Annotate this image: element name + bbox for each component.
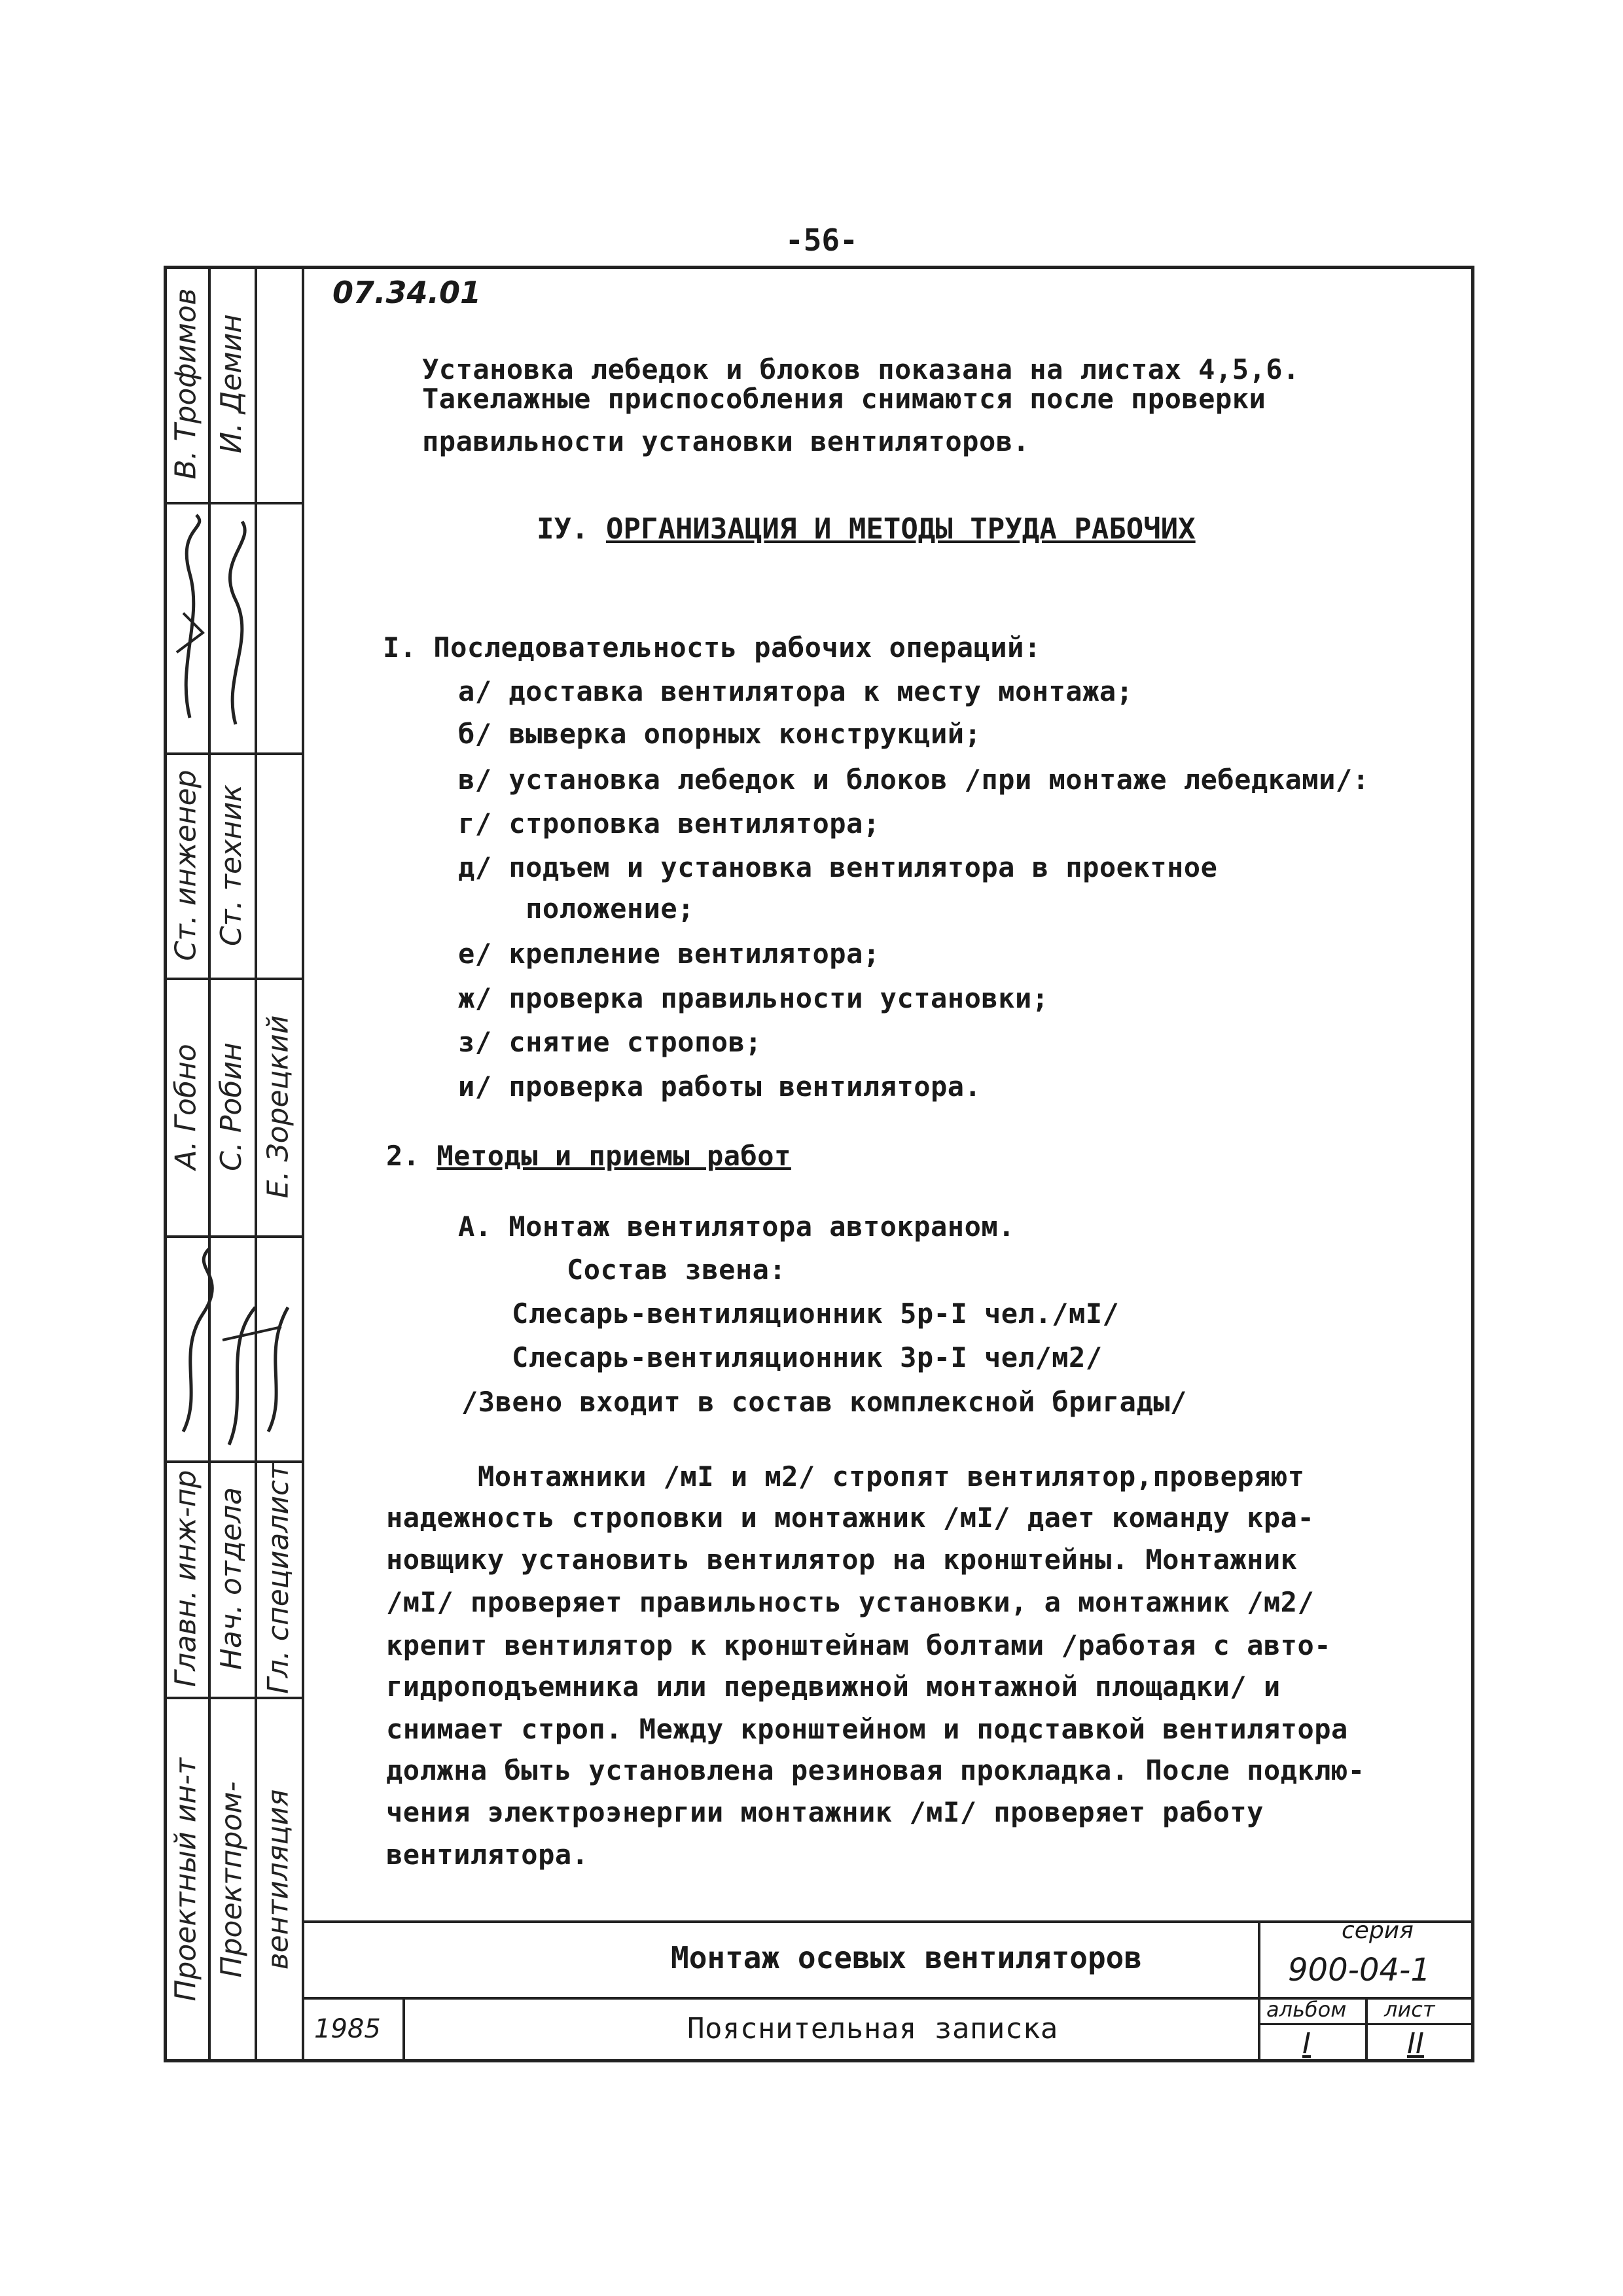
album-label: альбом [1266, 1997, 1347, 2022]
signature-2 [164, 1235, 302, 1460]
intro-line: Установка лебедок и блоков показана на листах 4,5,6. [422, 353, 1300, 385]
side-stamp-text: Нач. отдела [215, 1487, 248, 1670]
paragraph-line: снимает строп. Между кронштейном и подставкой вентилятора [386, 1713, 1348, 1745]
title-block-top-line [302, 1920, 1474, 1923]
title-block-divider [1258, 1920, 1260, 2062]
paragraph-line: чения электроэнергии монтажник /мI/ проверяет работу [386, 1796, 1264, 1828]
series-label: серия [1342, 1917, 1414, 1944]
section-heading [537, 512, 1196, 546]
item1-step: положение; [458, 892, 695, 925]
side-stamp-text: Ст. техник [215, 784, 249, 946]
document-code: 07.34.01 [332, 275, 481, 310]
side-divider-3 [302, 266, 304, 2062]
section-title: ОРГАНИЗАЦИЯ И МЕТОДЫ ТРУДА РАБОЧИХ [605, 512, 1196, 546]
sheet-value: II [1407, 2027, 1424, 2060]
side-cell [164, 1697, 208, 2062]
item1-step: а/ доставка вентилятора к месту монтажа; [458, 675, 1133, 707]
year: 1985 [314, 2014, 381, 2044]
paragraph-line: должна быть установлена резиновая прокладка. После подклю- [386, 1754, 1365, 1786]
title-block-divider [1365, 1997, 1368, 2062]
title-block-divider [402, 1997, 405, 2062]
side-stamp-text: Е. Зорецкий [261, 1015, 295, 1198]
side-stamp-text: А. Гобно [169, 1043, 203, 1170]
title-block-title: Монтаж осевых вентиляторов [671, 1940, 1143, 1975]
item1-heading: I. Последовательность рабочих операций: [383, 631, 1041, 663]
side-stamp-text: С. Робин [215, 1042, 248, 1171]
item2-number: 2. [386, 1140, 420, 1172]
section-number: IУ. [537, 512, 589, 546]
series-value: 900-04-1 [1288, 1952, 1431, 1988]
album-value: I [1302, 2027, 1311, 2060]
paragraph-line: Монтажники /мI и м2/ стропят вентилятор,проверяют [478, 1460, 1305, 1492]
title-block-subtitle: Пояснительная записка [687, 2012, 1058, 2045]
item2-heading [386, 1140, 791, 1172]
item1-step: б/ выверка опорных конструкций; [458, 718, 982, 750]
side-cell [208, 1460, 255, 1697]
item1-step: ж/ проверка правильности установки; [458, 982, 1049, 1014]
side-cell [164, 266, 208, 502]
side-stamp-text: Ст. инженер [169, 769, 203, 961]
paragraph-line: гидроподъемника или передвижной монтажной площадки/ и [386, 1670, 1281, 1703]
crew-label: Состав звена: [567, 1254, 787, 1286]
side-cell [255, 1460, 302, 1697]
side-stamp-text: И. Демин [215, 314, 249, 453]
side-cell [164, 1460, 208, 1697]
paragraph-line: /мI/ проверяет правильность установки, а монтажник /м2/ [386, 1586, 1315, 1618]
subsection-a: А. Монтаж вентилятора автокраном. [458, 1210, 1015, 1243]
sheet-label: лист [1384, 1997, 1435, 2022]
item2-title: Методы и приемы работ [437, 1140, 791, 1172]
paragraph-line: крепит вентилятор к кронштейнам болтами /работая с авто- [386, 1629, 1332, 1661]
side-cell [208, 978, 255, 1235]
side-stamp-text: Проектный ин-т [169, 1757, 203, 2002]
title-block-label-line [1258, 2023, 1474, 2025]
side-cell [208, 752, 255, 978]
signature-1 [164, 502, 302, 752]
side-cell [255, 1697, 302, 2062]
crew-note: /Звено входит в состав комплексной бригады/ [461, 1386, 1187, 1418]
item1-step: в/ установка лебедок и блоков /при монтаже лебедками/: [458, 764, 1370, 796]
item1-step: г/ строповка вентилятора; [458, 807, 880, 839]
side-stamp-text: вентиляция [261, 1789, 295, 1970]
intro-line: Такелажные приспособления снимаются после проверки [422, 383, 1266, 415]
side-stamp-text: Главн. инж-пр [169, 1470, 203, 1687]
paragraph-line: надежность строповки и монтажник /мI/ дает команду кра- [386, 1502, 1315, 1534]
side-cell [255, 978, 302, 1235]
intro-line: правильности установки вентиляторов. [422, 425, 1030, 457]
paragraph-line: вентилятора. [386, 1839, 589, 1871]
side-stamp-text: Проектпром- [215, 1781, 248, 1978]
side-cell [164, 752, 208, 978]
side-stamp-text: Гл. специалист [261, 1463, 295, 1694]
item1-step: е/ крепление вентилятора; [458, 938, 880, 970]
page-number: -56- [785, 222, 858, 258]
side-cell [208, 1697, 255, 2062]
crew-member: Слесарь-вентиляционник 5р-I чел./мI/ [512, 1298, 1120, 1330]
side-stamp-text: В. Трофимов [169, 288, 203, 480]
paragraph-line: новщику установить вентилятор на кронштейны. Монтажник [386, 1544, 1298, 1576]
item1-step: з/ снятие стропов; [458, 1026, 762, 1058]
side-cell [164, 978, 208, 1235]
crew-member: Слесарь-вентиляционник 3р-I чел/м2/ [512, 1341, 1103, 1373]
item1-step: д/ подъем и установка вентилятора в проектное [458, 851, 1218, 883]
item1-step: и/ проверка работы вентилятора. [458, 1070, 982, 1103]
side-cell [208, 266, 255, 502]
